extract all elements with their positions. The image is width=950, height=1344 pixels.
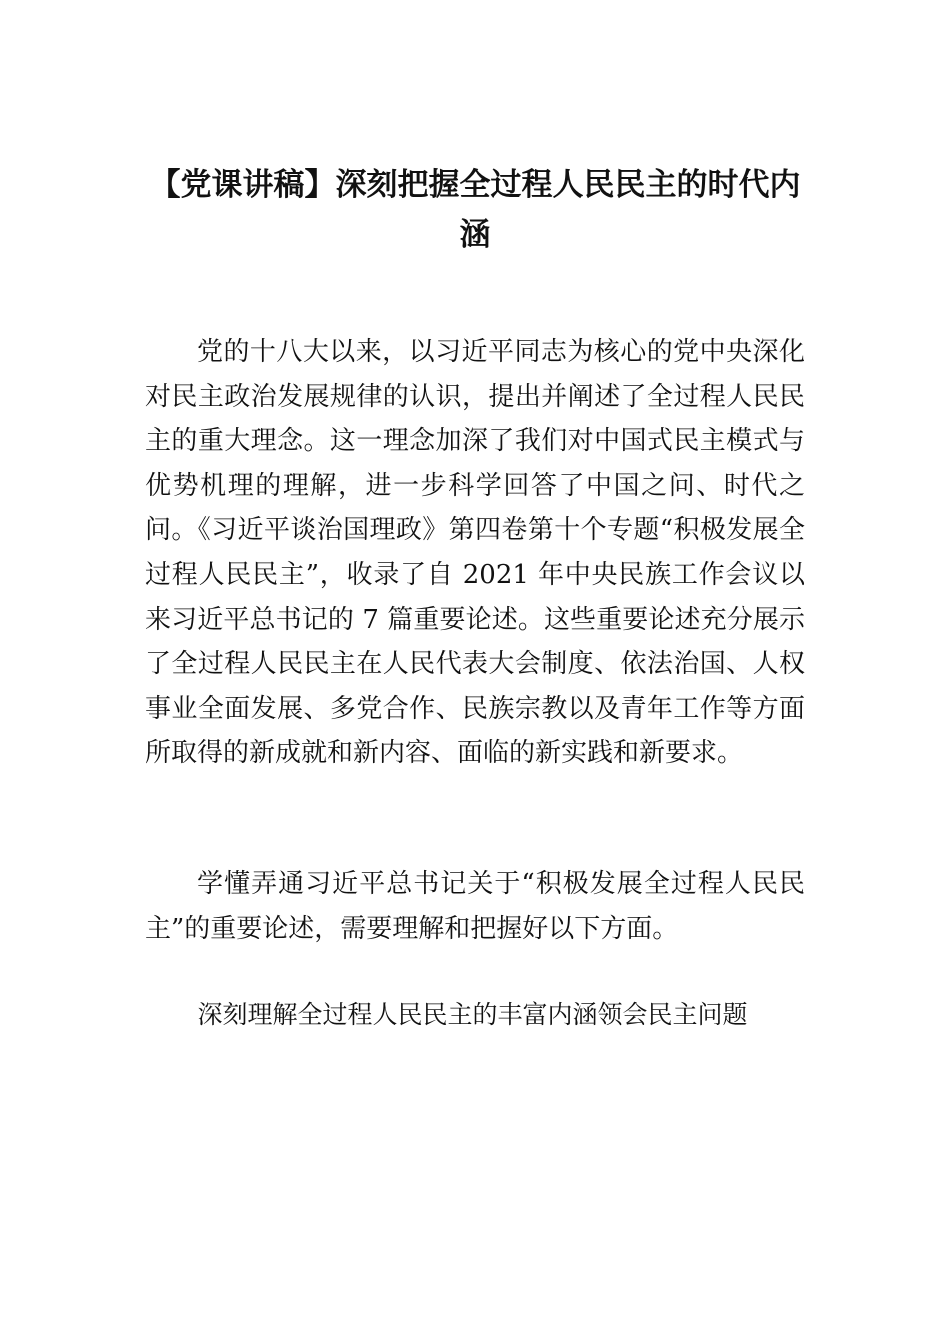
document-title: 【党课讲稿】深刻把握全过程人民民主的时代内涵	[149, 167, 801, 253]
section-subheading: 深刻理解全过程人民民主的丰富内涵领会民主问题	[197, 1000, 748, 1029]
body-paragraph-2: 学懂弄通习近平总书记关于“积极发展全过程人民民主”的重要论述，需要理解和把握好以下方面。	[145, 869, 805, 944]
body-paragraph-1: 党的十八大以来，以习近平同志为核心的党中央深化对民主政治发展规律的认识，提出并阐述了全过程人民民主的重大理念。这一理念加深了我们对中国式民主模式与优势机理的理解，进一步科学回答了中国之问、时代之问。《习近平谈治国理政》第四卷第十个专题“积极发展全过程人民民主”，收录了自 2021 年中央民族工作会议以来习近平总书记的 7 篇重要论述。这些重要论述充分展示了全过程人民民主在人民代表大会制度、依法治国、人权事业全面发展、多党合作、民族宗教以及青年工作等方面所取得的新成就和新内容、面临的新实践和新要求。	[145, 337, 805, 769]
